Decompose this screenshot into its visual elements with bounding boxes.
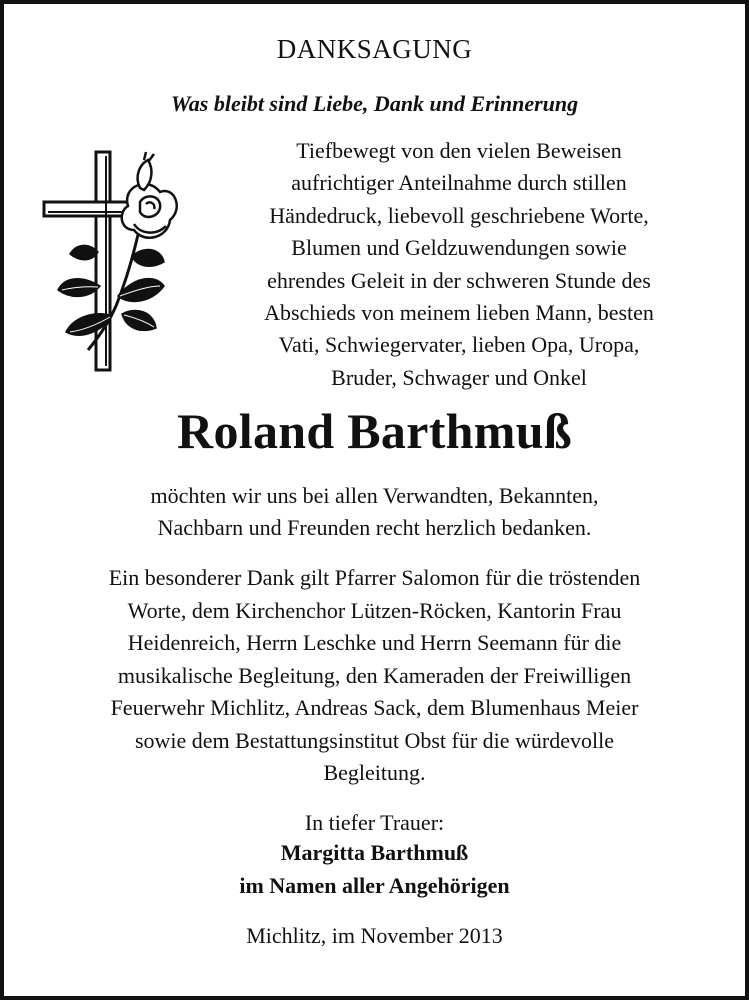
cross-with-rose-icon <box>36 146 186 378</box>
place-date: Michlitz, im November 2013 <box>246 923 503 948</box>
notice-motto: Was bleibt sind Liebe, Dank und Erinnerung <box>170 91 579 116</box>
thanks-line: Nachbarn und Freunden recht herzlich bedanken. <box>157 515 592 540</box>
intro-line: Blumen und Geldzuwendungen sowie <box>291 235 627 261</box>
special-thanks-line: Feuerwehr Michlitz, Andreas Sack, dem Blumenhaus Meier <box>110 695 639 720</box>
special-thanks-paragraph <box>4 562 745 790</box>
deceased-name: Roland Barthmuß <box>177 403 572 459</box>
intro-line: Bruder, Schwager und Onkel <box>331 364 587 390</box>
special-thanks-line: Heidenreich, Herrn Leschke und Herrn Seemann für die <box>127 630 622 655</box>
signatory-name: Margitta Barthmuß <box>280 840 469 865</box>
intro-line: Tiefbewegt von den vielen Beweisen <box>296 138 622 163</box>
intro-paragraph <box>204 135 714 394</box>
special-thanks-line: musikalische Begleitung, den Kameraden der Freiwilligen <box>117 662 632 688</box>
mourning-label: In tiefer Trauer: <box>304 810 445 835</box>
intro-line: ehrendes Geleit in der schweren Stunde des <box>267 267 651 293</box>
signatory-note: im Namen aller Angehörigen <box>239 873 510 898</box>
special-thanks-line: Begleitung. <box>323 760 426 785</box>
intro-line: Abschieds von meinem lieben Mann, besten <box>264 300 654 326</box>
intro-line: Vati, Schwiegervater, lieben Opa, Uropa, <box>278 332 640 358</box>
special-thanks-line: Worte, dem Kirchenchor Lützen-Röcken, Kantorin Frau <box>127 597 622 623</box>
intro-line: aufrichtiger Anteilnahme durch stillen <box>291 170 627 196</box>
intro-line: Händedruck, liebevoll geschriebene Worte, <box>269 202 649 228</box>
special-thanks-line: Ein besonderer Dank gilt Pfarrer Salomon für die tröstenden <box>108 565 641 590</box>
thanks-line: möchten wir uns bei allen Verwandten, Bekannten, <box>150 483 599 508</box>
special-thanks-line: sowie dem Bestattungsinstitut Obst für die würdevolle <box>134 727 615 753</box>
notice-heading: DANKSAGUNG <box>276 34 473 64</box>
thanks-paragraph <box>4 480 745 544</box>
